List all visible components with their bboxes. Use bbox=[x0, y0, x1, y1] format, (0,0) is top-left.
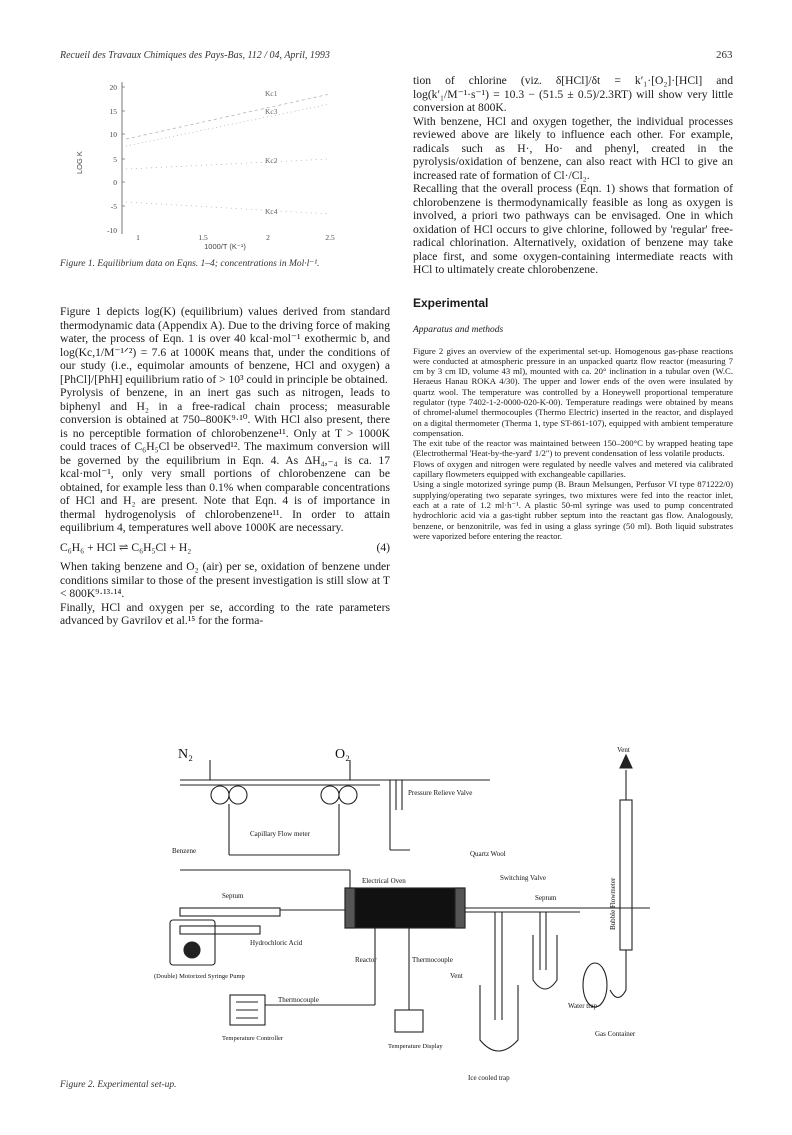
equation-4 bbox=[60, 541, 390, 555]
flow-valve-n2 bbox=[211, 786, 229, 804]
series-label-kc2: Kc2 bbox=[265, 156, 278, 165]
paragraph: Finally, HCl and oxygen per se, according to the rate parameters advanced by Gavrilov et al.¹⁵ for the forma- bbox=[60, 600, 390, 627]
paragraph: Using a single motorized syringe pump (B. Braun Melsungen, Perfusor VI type 871222/0) supplying/operating two separate syringes, two mixtures were fed into the reactor inlet, each at a rate of 1.2 ml·h⁻¹. A plastic 50-ml syringe was used to pump concentrated hydrochloric acid via a gas-tight rubber septum into the reactant gas flow. Analogously, benzene, or benzonitrile, was fed in using a glass syringe (50 ml). Both liquid substrates were vaporized before entering the reactor. bbox=[413, 479, 733, 541]
paragraph: Pyrolysis of benzene, in an inert gas such as nitrogen, leads to biphenyl and H₂ in a free-radical chain process; measurable conversion is obtained at 750–800K⁹·¹⁰. With HCl also present, there is no perceptible formation of chlorobenzene¹¹. Only at T > 1000K could traces of C₆H₅Cl be observed¹². The maximum conversion will be governed by the equilibrium in Eqn. 4. As ΔH₄,₋₄ is ca. 17 kcal·mol⁻¹, only very small portions of chlorobenzene can be obtained, for example less than 0.1% when comparable concentrations of HCl and H₂ are present. Note that Eqn. 4 is of importance in thermal hydrogenolysis of chlorobenzene¹¹. In order to attain equilibrium 4, temperatures well above 1000K are necessary. bbox=[60, 386, 390, 534]
figure1-plot bbox=[60, 74, 400, 274]
x-tick: 1.5 bbox=[198, 233, 208, 242]
left-column bbox=[60, 305, 390, 628]
reactor-label: Reactor bbox=[355, 956, 377, 964]
page-number: 263 bbox=[716, 49, 733, 61]
x-tick: 1 bbox=[136, 233, 140, 242]
benzene-label: Benzene bbox=[172, 847, 197, 855]
ice-cooled-trap bbox=[480, 985, 518, 1051]
vent-top-label: Vent bbox=[617, 746, 630, 754]
hcl-label: Hydrochloric Acid bbox=[250, 939, 303, 947]
thermocouple-right-label: Thermocouple bbox=[412, 956, 453, 964]
x-tick: 2.5 bbox=[325, 233, 335, 242]
gas-container-bulb bbox=[583, 963, 607, 1007]
oven-label: Electrical Oven bbox=[362, 877, 406, 885]
figure2-diagram bbox=[150, 740, 650, 1105]
x-ticks bbox=[136, 233, 335, 242]
series-line-kc2 bbox=[126, 159, 330, 169]
electrical-oven bbox=[345, 888, 465, 928]
septum-left-label: Septum bbox=[222, 892, 244, 900]
paragraph: tion of chlorine (viz. δ[HCl]/δt = k′₁·[O₂]·[HCl] and log(k′₁/M⁻¹·s⁻¹) = 10.3 − (51.5 ± 0.5)/2.3RT) will show very little conversion at 800K. bbox=[413, 74, 733, 114]
temp-controller-label: Temperature Controller bbox=[222, 1035, 284, 1042]
series-line-kc3 bbox=[126, 104, 330, 146]
series-label-kc3: Kc3 bbox=[265, 107, 278, 116]
capillary-label: Capillary Flow meter bbox=[250, 830, 310, 838]
switching-valve-label: Switching Valve bbox=[500, 874, 546, 882]
y-tick: 0 bbox=[113, 178, 117, 187]
series-label-kc1: Kc1 bbox=[265, 89, 278, 98]
x-tick: 2 bbox=[266, 233, 270, 242]
gas-container-label: Gas Container bbox=[595, 1030, 636, 1038]
water-trap-label: Water trap bbox=[568, 1002, 598, 1010]
x-axis-label: 1000/T (K⁻¹) bbox=[204, 242, 246, 251]
paragraph: Flows of oxygen and nitrogen were regulated by needle valves and metered via calibrated capillary flowmeters equipped with exchangeable capillaries. bbox=[413, 458, 733, 480]
subsection-title: Apparatus and methods bbox=[413, 325, 504, 335]
n2-label: N₂ bbox=[178, 747, 193, 762]
paragraph: Figure 1 depicts log(K) (equilibrium) values derived from standard thermodynamic data (Appendix A). Due to the driving force of making water, the process of Eqn. 1 is over 40 kcal·mol⁻¹ exothermic b, and log(Kc,1/M⁻¹ᐟ²) = 7.6 at 1000K means that, under the conditions of our study (i.e., equimolar amounts of benzene, HCl and oxygen) a [PhCl]/[PhH] equilibrium ratio of > 10³ could in principle be obtained. bbox=[60, 305, 390, 386]
y-tick: -5 bbox=[110, 202, 117, 211]
section-title: Experimental bbox=[413, 295, 489, 310]
bubble-flowmeter-label: Bubble Flowmeter bbox=[609, 877, 617, 930]
temp-display-label: Temperature Display bbox=[388, 1043, 443, 1050]
syringe-pump-label: (Double) Motorized Syringe Pump bbox=[154, 973, 245, 980]
bubble-flowmeter bbox=[620, 800, 632, 950]
paragraph: With benzene, HCl and oxygen together, the individual processes reviewed above are likely to influence each other. For example, radicals such as H·, Ho· and phenyl, created in the pyrolysis/oxidation of benzene, can also react with HCl to give an increased rate of formation of Cl·/Cl₂. bbox=[413, 114, 733, 182]
y-tick: 10 bbox=[109, 130, 117, 139]
septum-right-label: Septum bbox=[535, 894, 557, 902]
series-line-kc4 bbox=[126, 202, 330, 214]
y-tick: 20 bbox=[109, 83, 117, 92]
equation-text: C₆H₆ + HCl ⇌ C₆H₅Cl + H₂ bbox=[60, 540, 192, 554]
paragraph: Recalling that the overall process (Eqn. 1) shows that formation of chlorobenzene is thermodynamically feasible as long as oxygen is involved, a priori two pathways can be envisaged. One in which oxidation of HCl occurs to give chlorine, followed by 'regular' free-radical chlorination. Alternatively, oxidation of benzene may take place first, and some oxygen-containing intermediate reacts with HCl to ultimately create chlorobenzene. bbox=[413, 182, 733, 276]
paragraph: The exit tube of the reactor was maintained between 150–200°C by wrapped heating tape (Electrothermal 'Heat-by-the-yard' 1/2") to prevent condensation of less volatile products. bbox=[413, 438, 733, 459]
quartz-wool-label: Quartz Wool bbox=[470, 850, 506, 858]
paragraph: When taking benzene and O₂ (air) per se, oxidation of benzene under conditions similar to those of the present investigation is still slow at T < 800K⁹·¹³·¹⁴. bbox=[60, 560, 390, 600]
o2-label: O₂ bbox=[335, 747, 350, 762]
series-line-kc1 bbox=[126, 94, 330, 139]
flow-valve-o2 bbox=[321, 786, 339, 804]
y-tick: -10 bbox=[107, 226, 117, 235]
thermocouple-left-label: Thermocouple bbox=[278, 996, 319, 1004]
pressure-valve-label: Pressure Relieve Valve bbox=[408, 789, 473, 797]
right-column bbox=[413, 74, 733, 541]
vent-mid-label: Vent bbox=[450, 972, 463, 980]
y-tick: 15 bbox=[109, 107, 117, 116]
equation-number: (4) bbox=[376, 540, 390, 554]
y-ticks bbox=[107, 83, 117, 235]
y-axis-label: LOG K bbox=[75, 151, 84, 174]
paragraph: Figure 2 gives an overview of the experimental set-up. Homogenous gas-phase reactions were conducted at atmospheric pressure in an unpacked quartz flow reactor (measuring 7 cm by 3 cm ID, volume 43 ml), mounted with ca. 20° inclination in a tubular oven (W.C. Heraeus Hanau ROKA 4/30). The upper and lower ends of the oven were insulated by quartz wool. The temperature was controlled by a Honeywell proportional temperature regulator (type 7402-1-2-0000-020-K-00). Temperature readings were obtained by means of chromel-alumel thermocouples (Thermo Electric) inserted in the reactor, and displayed on a digital thermometer (Therma 1, type ST-861-107), equipped with ambient temperature compensation. bbox=[413, 345, 733, 438]
y-tick: 5 bbox=[113, 155, 117, 164]
running-title: Recueil des Travaux Chimiques des Pays-Bas, 112 / 04, April, 1993 bbox=[60, 50, 330, 61]
water-trap bbox=[533, 935, 557, 989]
figure2-caption: Figure 2. Experimental set-up. bbox=[60, 1080, 177, 1090]
temperature-display-box bbox=[395, 1010, 423, 1032]
ice-trap-label: Ice cooled trap bbox=[468, 1074, 510, 1082]
plot-lines bbox=[126, 94, 330, 214]
figure1-caption: Figure 1. Equilibrium data on Eqns. 1–4; concentrations in Mol·l⁻¹. bbox=[60, 259, 320, 269]
series-label-kc4: Kc4 bbox=[265, 207, 278, 216]
